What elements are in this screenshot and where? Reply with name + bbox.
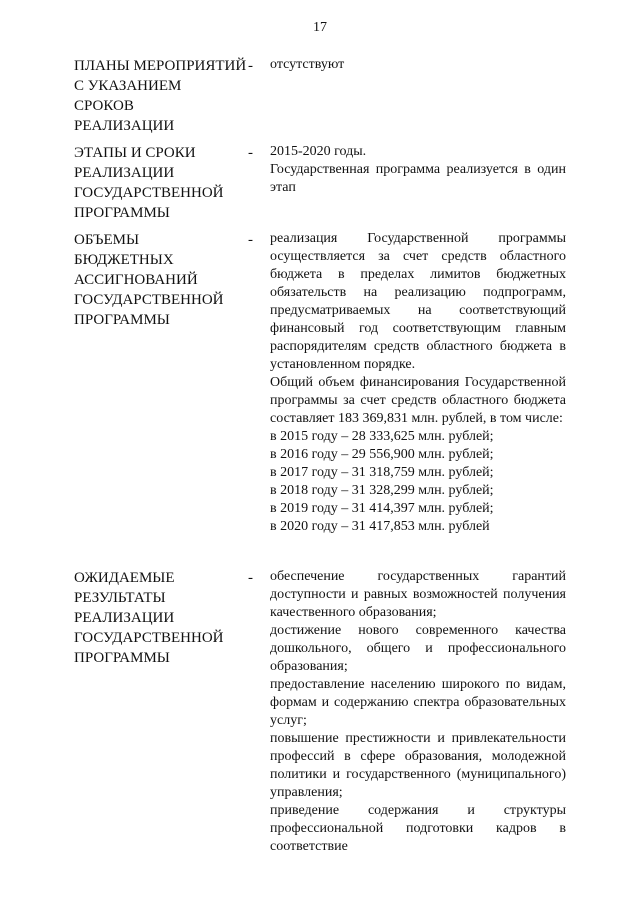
label-line: ЭТАПЫ И СРОКИ [74,145,196,161]
label-line: РЕАЛИЗАЦИИ [74,165,175,181]
label-line: ПРОГРАММЫ [74,650,170,666]
dash-separator: - [248,570,253,586]
paragraph: приведение содержания и структуры профессиональной подготовки кадров в соответствие [270,803,566,854]
paragraph: обеспечение государственных гарантий доступности и равных возможностей получения качественного образования; [270,569,566,620]
page-number: 17 [313,20,327,35]
paragraph: реализация Государственной программы осуществляется за счет средств областного бюджета в пределах лимитов бюджетных обязательств на реализацию подпрограмм, предусматриваемых на соответствующий финансовый год соответствующим главным распорядителям средств областного бюджета в установленном порядке. [270,231,566,372]
year-line: в 2016 году – 29 556,900 млн. рублей; [270,447,494,462]
section-content [270,568,566,856]
label-line: ГОСУДАРСТВЕННОЙ [74,630,224,646]
year-line: в 2017 году – 31 318,759 млн. рублей; [270,465,494,480]
paragraph: Государственная программа реализуется в один этап [270,162,566,195]
dash-separator: - [248,145,253,161]
section-label [74,568,254,668]
paragraph: повышение престижности и привлекательности профессий в сфере образования, молодежной политики и государственного (муниципального) управления; [270,731,566,800]
dash-separator: - [248,58,253,74]
label-line: БЮДЖЕТНЫХ [74,252,174,268]
label-line: ГОСУДАРСТВЕННОЙ [74,185,224,201]
paragraph: отсутствуют [270,57,345,72]
section-content [270,56,566,74]
label-line: ПРОГРАММЫ [74,312,170,328]
section-label [74,143,254,223]
label-line: ПЛАНЫ МЕРОПРИЯТИЙ [74,58,247,74]
label-line: ОЖИДАЕМЫЕ [74,570,175,586]
section-label [74,56,254,136]
label-line: РЕАЛИЗАЦИИ [74,118,175,134]
section-content [270,230,566,536]
paragraph: достижение нового современного качества дошкольного, общего и профессионального образования; [270,623,566,674]
section-content [270,143,566,197]
year-line: в 2018 году – 31 328,299 млн. рублей; [270,483,494,498]
year-line: в 2020 году – 31 417,853 млн. рублей [270,519,490,534]
label-line: ОБЪЕМЫ [74,232,140,248]
section-label [74,230,254,330]
label-line: АССИГНОВАНИЙ [74,272,198,288]
dash-separator: - [248,232,253,248]
paragraph: 2015-2020 годы. [270,144,367,159]
label-line: РЕАЛИЗАЦИИ [74,610,175,626]
year-line: в 2015 году – 28 333,625 млн. рублей; [270,429,494,444]
paragraph: предоставление населению широкого по видам, формам и содержанию спектра образовательных услуг; [270,677,566,728]
label-line: РЕЗУЛЬТАТЫ [74,590,166,606]
paragraph: Общий объем финансирования Государственной программы за счет средств областного бюджета составляет 183 369,831 млн. рублей, в том числе: [270,375,566,426]
label-line: ГОСУДАРСТВЕННОЙ [74,292,224,308]
label-line: СРОКОВ [74,98,134,114]
label-line: ПРОГРАММЫ [74,205,170,221]
label-line: С УКАЗАНИЕМ [74,78,182,94]
year-line: в 2019 году – 31 414,397 млн. рублей; [270,501,494,516]
